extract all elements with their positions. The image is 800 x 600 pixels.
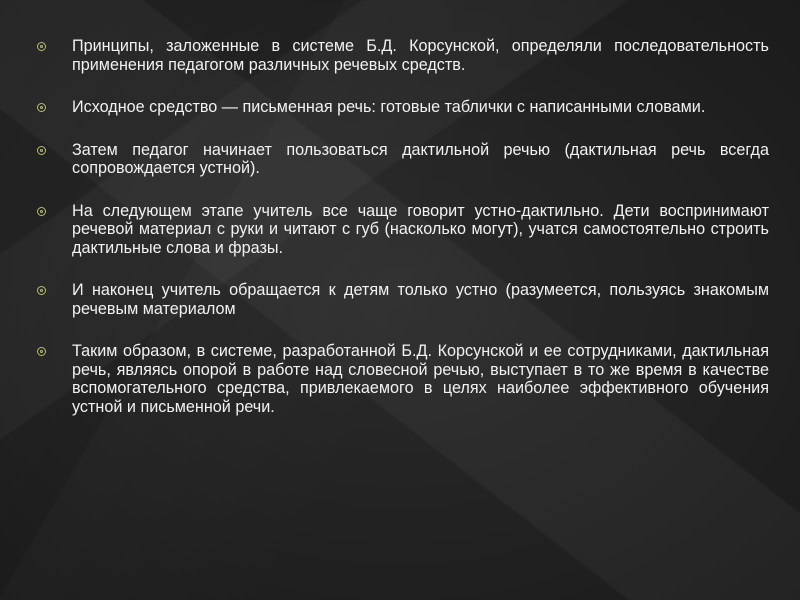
bullet-text: На следующем этапе учитель все чаще говорит устно-дактильно. Дети воспринимают речевой материал с руки и читают с губ (насколько могут), учатся самостоятельно строить дактильные слова и фразы. bbox=[72, 201, 769, 257]
bullet-list bbox=[34, 37, 769, 416]
list-item bbox=[34, 141, 769, 178]
circle-bullet-icon bbox=[37, 146, 46, 155]
bullet-text: Затем педагог начинает пользоваться дактильной речью (дактильная речь всегда сопровождается устной). bbox=[72, 140, 769, 177]
circle-bullet-icon bbox=[37, 286, 46, 295]
list-item bbox=[34, 37, 769, 74]
slide-content bbox=[34, 37, 769, 440]
bullet-text: Исходное средство — письменная речь: готовые таблички с написанными словами. bbox=[72, 98, 706, 116]
circle-bullet-icon bbox=[37, 103, 46, 112]
list-item bbox=[34, 342, 769, 416]
bullet-text: И наконец учитель обращается к детям только устно (разумеется, пользуясь знакомым речевым материалом bbox=[72, 281, 769, 318]
circle-bullet-icon bbox=[37, 42, 46, 51]
list-item bbox=[34, 98, 769, 117]
circle-bullet-icon bbox=[37, 207, 46, 216]
bullet-text: Принципы, заложенные в системе Б.Д. Корсунской, определяли последовательность применения педагогом различных речевых средств. bbox=[72, 37, 769, 74]
list-item bbox=[34, 202, 769, 258]
list-item bbox=[34, 281, 769, 318]
circle-bullet-icon bbox=[37, 347, 46, 356]
bullet-text: Таким образом, в системе, разработанной Б.Д. Корсунской и ее сотрудниками, дактильная речь, являясь опорой в работе над словесной речью, выступает в то же время в качестве вспомогательного средства, привлекаемого в целях наиболее эффективного обучения устной и письменной речи. bbox=[72, 342, 769, 416]
